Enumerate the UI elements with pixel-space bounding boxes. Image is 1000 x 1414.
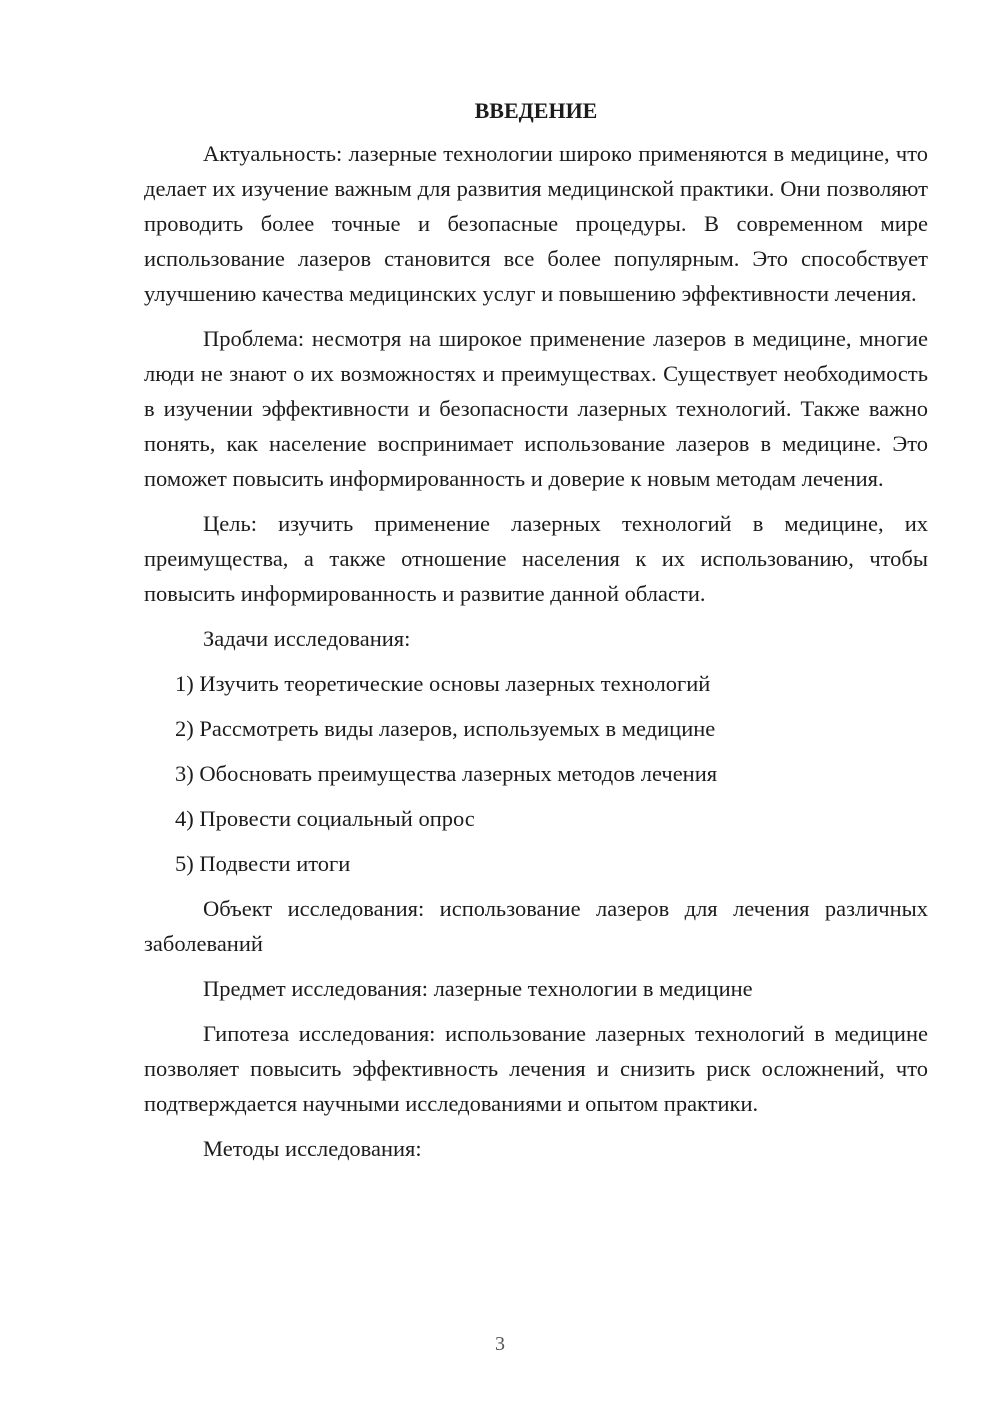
tasks-list [144,666,928,881]
methods-heading: Методы исследования: [203,1136,422,1161]
paragraph-problem: Проблема: несмотря на широкое применение лазеров в медицине, многие люди не знают о их возможностях и преимуществах. Существует необходимость в изучении эффективности и безопасности лазерных технологий. Также важно понять, как население воспринимает использование лазеров в медицине. Это поможет повысить информированность и доверие к новым методам лечения. [144,326,928,491]
paragraph-subject: Предмет исследования: лазерные технологии в медицине [203,976,753,1001]
paragraph-relevance: Актуальность: лазерные технологии широко применяются в медицине, что делает их изучение важным для развития медицинской практики. Они позволяют проводить более точные и безопасные процедуры. В современном мире использование лазеров становится все более популярным. Это способствует улучшению качества медицинских услуг и повышению эффективности лечения. [144,141,928,306]
task-item-5: 5) Подвести итоги [175,851,351,876]
task-item-1: 1) Изучить теоретические основы лазерных технологий [175,671,711,696]
task-item-2: 2) Рассмотреть виды лазеров, используемых в медицине [175,716,716,741]
task-item-4: 4) Провести социальный опрос [175,806,475,831]
task-item-3: 3) Обосновать преимущества лазерных методов лечения [175,761,718,786]
paragraph-object: Объект исследования: использование лазеров для лечения различных заболеваний [144,896,928,956]
page-title: ВВЕДЕНИЕ [474,98,598,123]
page-content [144,96,928,1176]
paragraph-hypothesis: Гипотеза исследования: использование лазерных технологий в медицине позволяет повысить эффективность лечения и снизить риск осложнений, что подтверждается научными исследованиями и опытом практики. [144,1021,928,1116]
page-number: 3 [495,1333,505,1355]
tasks-heading: Задачи исследования: [203,626,411,651]
paragraph-goal: Цель: изучить применение лазерных технологий в медицине, их преимущества, а также отношение населения к их использованию, чтобы повысить информированность и развитие данной области. [144,511,928,606]
